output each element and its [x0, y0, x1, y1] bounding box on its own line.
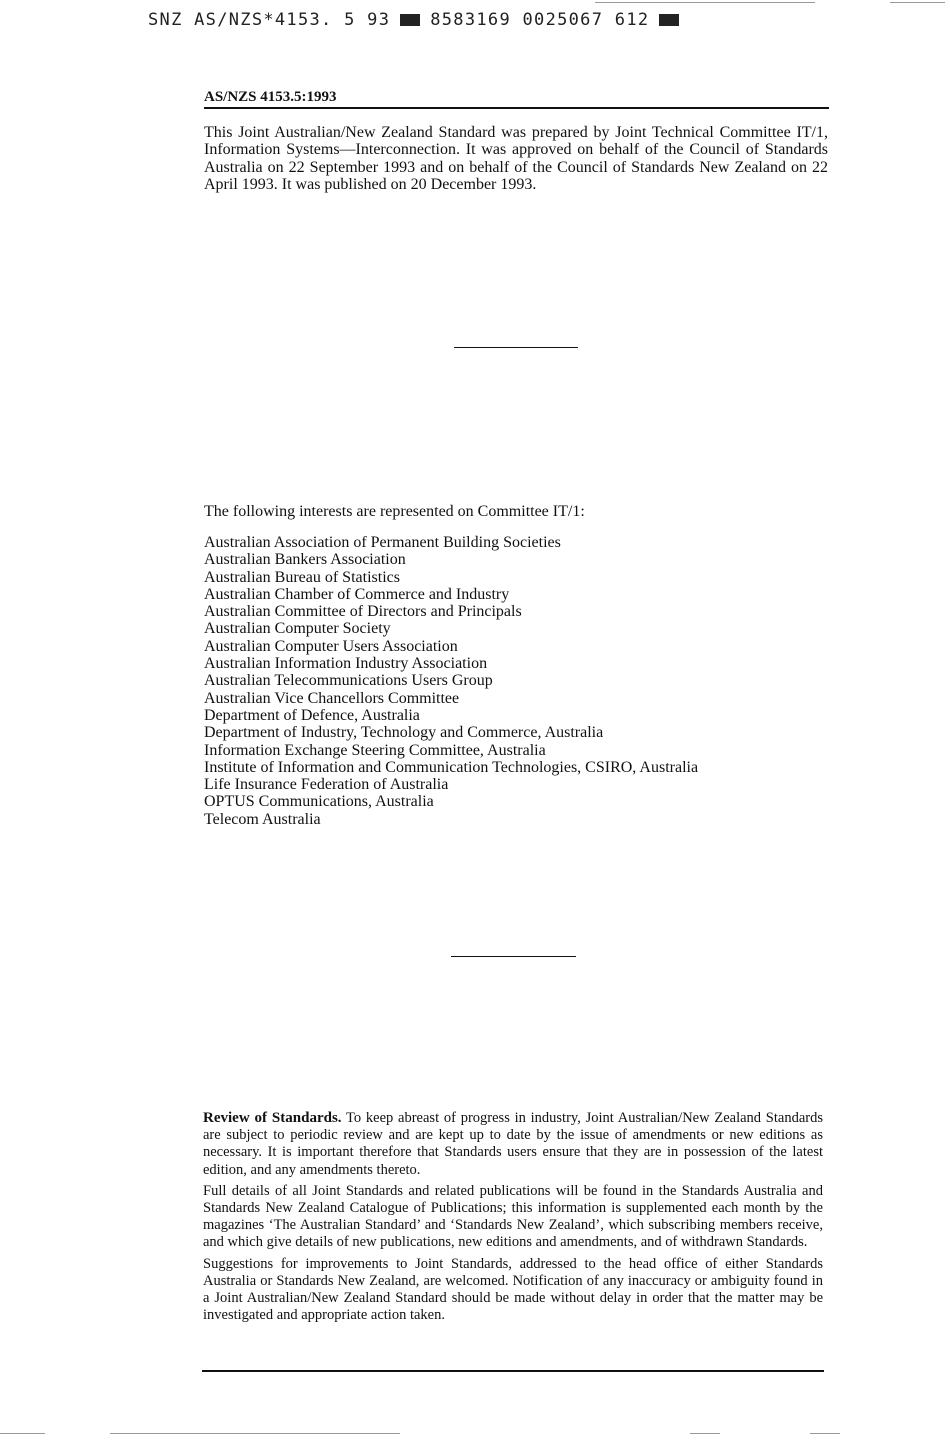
committee-member-list: [204, 534, 698, 828]
review-paragraph: [203, 1110, 823, 1179]
review-of-standards: [203, 1110, 823, 1328]
scan-artifact: [0, 1433, 45, 1434]
scan-artifact: [890, 2, 945, 3]
list-item: Telecom Australia: [204, 810, 321, 828]
scan-block-icon: [659, 14, 679, 26]
list-item: Australian Association of Permanent Building Societies: [204, 534, 561, 551]
list-item: OPTUS Communications, Australia: [204, 793, 434, 811]
list-item: Australian Bankers Association: [204, 551, 406, 569]
list-item: Australian Bureau of Statistics: [204, 568, 400, 586]
list-item: Australian Chamber of Commerce and Industry: [204, 585, 510, 603]
list-item: Life Insurance Federation of Australia: [204, 776, 449, 794]
scan-header-prefix: SNZ AS/NZS*4153. 5 93: [148, 10, 391, 30]
list-item: Information Exchange Steering Committee, Australia: [204, 741, 546, 759]
review-paragraph-1-body: To keep abreast of progress in industry, Joint Australian/New Zealand Standards are subject to periodic review and are kept up to date by the issue of amendments or new editions as necessary. It is important therefore that Standards users ensure that they are in possession of the latest edition, and any amendments thereto.: [203, 1110, 823, 1178]
list-item: Australian Committee of Directors and Principals: [204, 603, 522, 621]
committee-intro: The following interests are represented on Committee IT/1:: [204, 503, 585, 520]
review-paragraph: Full details of all Joint Standards and related publications will be found in the Standards Australia and Standards New Zealand Catalogue of Publications; this information is supplemented each month by the magazines ‘The Australian Standard’ and ‘Standards New Zealand’, which subscribing members receive, and which give details of new publications, new editions and amendments, and of withdrawn Standards.: [203, 1182, 823, 1251]
section-divider: [451, 956, 576, 957]
scan-artifact: [110, 1433, 400, 1434]
scan-header-code: 8583169 0025067 612: [430, 10, 650, 30]
review-heading: Review of Standards.: [203, 1110, 342, 1126]
section-divider: [454, 347, 578, 348]
scan-artifact: [690, 1433, 720, 1434]
list-item: Australian Computer Society: [204, 620, 391, 638]
review-paragraph: Suggestions for improvements to Joint Standards, addressed to the head office of either Standards Australia or Standards New Zealand, are welcomed. Notification of any inaccuracy or ambiguity found in a Joint Australian/New Zealand Standard should be made without delay in order that the matter may be investigated and appropriate action taken.: [203, 1255, 823, 1324]
review-bottom-rule: [202, 1370, 824, 1372]
list-item: Australian Telecommunications Users Group: [204, 672, 493, 690]
list-item: Australian Information Industry Association: [204, 655, 488, 673]
list-item: Australian Computer Users Association: [204, 637, 458, 655]
scan-artifact: [595, 2, 815, 3]
scan-artifact: [810, 1433, 840, 1434]
list-item: Department of Industry, Technology and Commerce, Australia: [204, 724, 604, 742]
document-id: AS/NZS 4153.5:1993: [204, 88, 829, 109]
scan-header: [148, 8, 679, 32]
list-item: Department of Defence, Australia: [204, 706, 420, 724]
list-item: Australian Vice Chancellors Committee: [204, 689, 460, 707]
list-item: Institute of Information and Communication Technologies, CSIRO, Australia: [204, 758, 699, 776]
scan-block-icon: [400, 14, 420, 26]
intro-paragraph: This Joint Australian/New Zealand Standard was prepared by Joint Technical Committee IT/1, Information Systems—Interconnection. It was approved on behalf of the Council of Standards Australia on 22 September 1993 and on behalf of the Council of Standards New Zealand on 22 April 1993. It was published on 20 December 1993.: [204, 124, 828, 193]
